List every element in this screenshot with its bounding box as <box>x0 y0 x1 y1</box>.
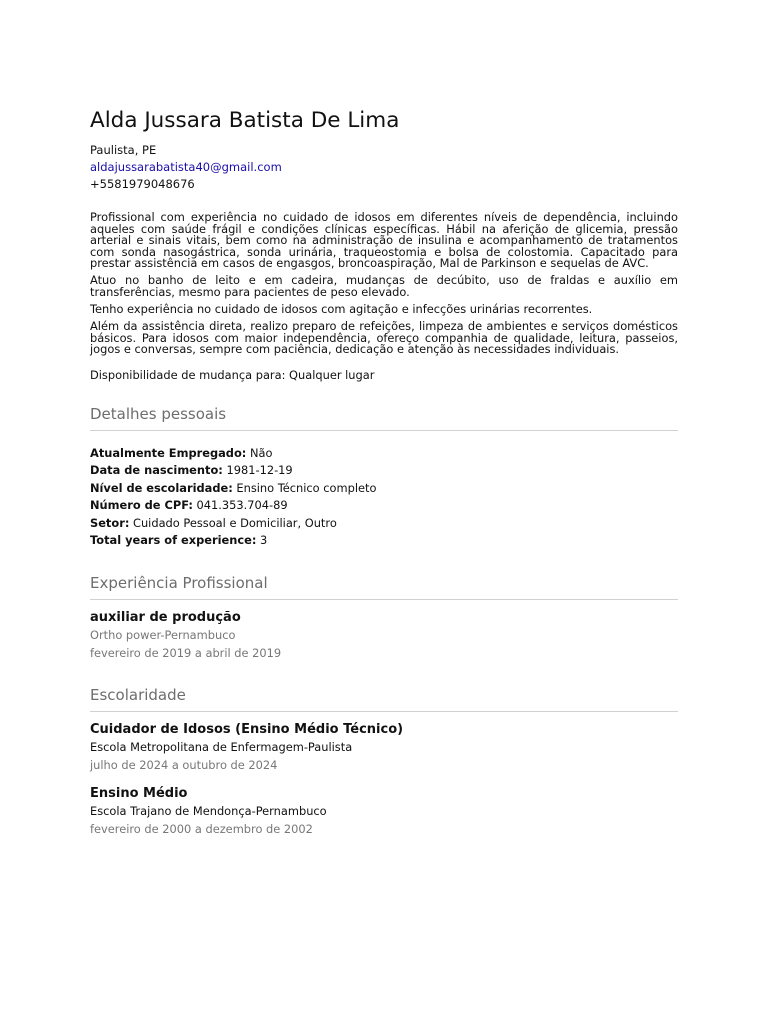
summary-paragraph: Tenho experiência no cuidado de idosos com agitação e infecções urinárias recorrentes. <box>90 302 593 317</box>
phone-text: +5581979048676 <box>90 177 195 191</box>
section-divider <box>90 599 678 600</box>
contact-block <box>90 142 678 193</box>
company-name: Ortho power-Pernambuco <box>90 628 236 643</box>
detail-label: Número de CPF: <box>90 498 193 513</box>
detail-label: Nível de escolaridade: <box>90 480 233 495</box>
job-title: auxiliar de produção <box>90 610 241 626</box>
detail-value: 041.353.704-89 <box>196 498 288 513</box>
detail-value: Ensino Técnico completo <box>236 480 377 495</box>
candidate-name: Alda Jussara Batista De Lima <box>90 108 400 133</box>
summary-section <box>90 212 678 356</box>
school-name: Escola Trajano de Mendonça-Pernambuco <box>90 804 327 819</box>
detail-value: Cuidado Pessoal e Domiciliar, Outro <box>133 515 337 530</box>
education-section <box>90 685 678 837</box>
section-divider <box>90 430 678 431</box>
education-dates: fevereiro de 2000 a dezembro de 2002 <box>90 822 313 837</box>
personal-details-section <box>90 404 678 549</box>
detail-row <box>90 462 678 479</box>
education-entry <box>90 721 678 773</box>
section-title: Detalhes pessoais <box>90 405 227 424</box>
detail-row <box>90 480 678 497</box>
education-entry <box>90 785 678 837</box>
school-name: Escola Metropolitana de Enfermagem-Paulista <box>90 740 353 755</box>
section-title: Experiência Profissional <box>90 574 268 593</box>
detail-label: Atualmente Empregado: <box>90 446 247 461</box>
section-title: Escolaridade <box>90 686 186 705</box>
detail-row <box>90 515 678 532</box>
detail-value: 3 <box>260 533 268 548</box>
section-divider <box>90 711 678 712</box>
course-title: Ensino Médio <box>90 786 188 802</box>
summary-paragraph: Atuo no banho de leito e em cadeira, mudanças de decúbito, uso de fraldas e auxílio em transferências, mesmo para pacientes de peso elevado. <box>90 273 678 300</box>
detail-value: Não <box>249 446 273 461</box>
course-title: Cuidador de Idosos (Ensino Médio Técnico) <box>90 722 404 738</box>
email-link[interactable]: aldajussarabatista40@gmail.com <box>90 160 282 174</box>
education-dates: julho de 2024 a outubro de 2024 <box>90 758 278 773</box>
resume-content <box>90 107 678 837</box>
job-dates: fevereiro de 2019 a abril de 2019 <box>90 646 282 661</box>
details-list <box>90 445 678 549</box>
relocation-availability: Disponibilidade de mudança para: Qualquer lugar <box>90 368 375 383</box>
summary-paragraph: Profissional com experiência no cuidado de idosos em diferentes níveis de dependência, incluindo aqueles com saúde frágil e condições clínicas específicas. Hábil na aferição de glicemia, pressão arterial e sinais vitais, bem como na administração de insulina e acompanhamento de tratamentos com sonda nasogástrica, sonda urinária, traqueostomia e bolsa de colostomia. Capacitado para prestar assistência em casos de engasgos, broncoaspiração, Mal de Parkinson e sequelas de AVC. <box>90 210 678 271</box>
detail-label: Data de nascimento: <box>90 463 223 478</box>
detail-row <box>90 532 678 549</box>
experience-entry <box>90 609 678 661</box>
experience-section <box>90 573 678 661</box>
detail-label: Setor: <box>90 515 130 530</box>
detail-row <box>90 497 678 514</box>
summary-paragraph: Além da assistência direta, realizo preparo de refeições, limpeza de ambientes e serviços domésticos básicos. Para idosos com maior independência, ofereço companhia de qualidade, leitura, passeios, jogos e conversas, sempre com paciência, dedicação e atenção às necessidades individuais. <box>90 319 678 357</box>
detail-value: 1981-12-19 <box>226 463 293 478</box>
location-text: Paulista, PE <box>90 143 157 157</box>
detail-row <box>90 445 678 462</box>
detail-label: Total years of experience: <box>90 533 257 548</box>
